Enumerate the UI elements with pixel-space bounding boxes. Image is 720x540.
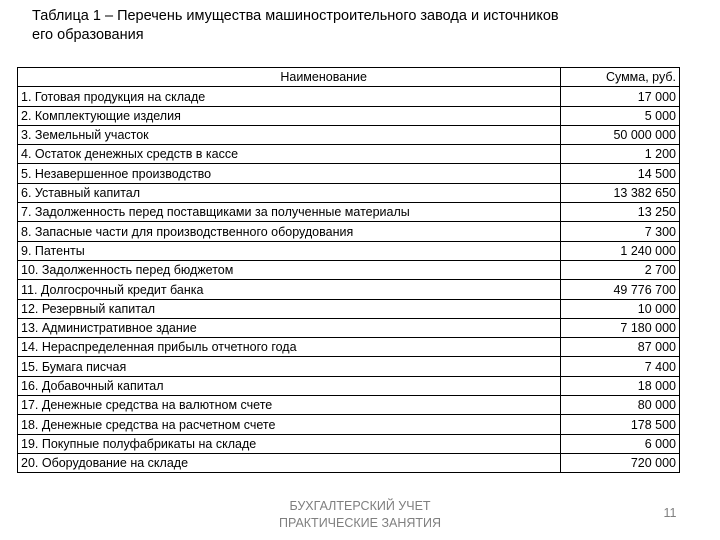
row-name: 14. Нераспределенная прибыль отчетного года	[18, 338, 561, 357]
table-row	[18, 106, 680, 125]
table-row	[18, 318, 680, 337]
property-table	[17, 67, 680, 473]
table-row	[18, 145, 680, 164]
row-sum: 5 000	[561, 106, 680, 125]
row-sum: 14 500	[561, 164, 680, 183]
header-sum: Сумма, руб.	[561, 68, 680, 87]
row-sum: 87 000	[561, 338, 680, 357]
row-name: 17. Денежные средства на валютном счете	[18, 396, 561, 415]
caption-line-1: Таблица 1 – Перечень имущества машиностроительного завода и источников	[32, 8, 559, 24]
table-row	[18, 164, 680, 183]
row-sum: 13 250	[561, 203, 680, 222]
table-row	[18, 260, 680, 279]
row-name: 6. Уставный капитал	[18, 183, 561, 202]
footer-line-1: БУХГАЛТЕРСКИЙ УЧЕТ	[289, 499, 431, 513]
table-row	[18, 415, 680, 434]
row-sum: 13 382 650	[561, 183, 680, 202]
table-header-row	[18, 68, 680, 87]
row-sum: 2 700	[561, 260, 680, 279]
row-name: 12. Резервный капитал	[18, 299, 561, 318]
table-row	[18, 241, 680, 260]
table-row	[18, 299, 680, 318]
row-sum: 1 240 000	[561, 241, 680, 260]
row-name: 5. Незавершенное производство	[18, 164, 561, 183]
row-name: 20. Оборудование на складе	[18, 453, 561, 472]
row-name: 7. Задолженность перед поставщиками за полученные материалы	[18, 203, 561, 222]
row-sum: 17 000	[561, 87, 680, 106]
row-sum: 10 000	[561, 299, 680, 318]
table-row	[18, 183, 680, 202]
row-sum: 7 400	[561, 357, 680, 376]
row-name: 15. Бумага писчая	[18, 357, 561, 376]
row-name: 4. Остаток денежных средств в кассе	[18, 145, 561, 164]
footer-course-title	[230, 498, 490, 532]
row-name: 2. Комплектующие изделия	[18, 106, 561, 125]
table-body	[18, 87, 680, 473]
table-row	[18, 396, 680, 415]
row-sum: 7 180 000	[561, 318, 680, 337]
table-row	[18, 434, 680, 453]
table-row	[18, 125, 680, 144]
row-sum: 178 500	[561, 415, 680, 434]
row-name: 3. Земельный участок	[18, 125, 561, 144]
row-sum: 49 776 700	[561, 280, 680, 299]
row-name: 13. Административное здание	[18, 318, 561, 337]
table-caption	[32, 7, 692, 45]
table-row	[18, 357, 680, 376]
row-name: 10. Задолженность перед бюджетом	[18, 260, 561, 279]
table-row	[18, 338, 680, 357]
table-row	[18, 280, 680, 299]
row-name: 11. Долгосрочный кредит банка	[18, 280, 561, 299]
row-name: 16. Добавочный капитал	[18, 376, 561, 395]
row-name: 19. Покупные полуфабрикаты на складе	[18, 434, 561, 453]
row-name: 9. Патенты	[18, 241, 561, 260]
row-sum: 6 000	[561, 434, 680, 453]
row-sum: 7 300	[561, 222, 680, 241]
table-row	[18, 376, 680, 395]
caption-line-2: его образования	[32, 27, 144, 43]
row-sum: 18 000	[561, 376, 680, 395]
table-row	[18, 453, 680, 472]
row-name: 8. Запасные части для производственного оборудования	[18, 222, 561, 241]
page-number: 11	[663, 506, 677, 520]
table-row	[18, 203, 680, 222]
table-row	[18, 87, 680, 106]
row-sum: 1 200	[561, 145, 680, 164]
footer-line-2: ПРАКТИЧЕСКИЕ ЗАНЯТИЯ	[278, 516, 442, 530]
row-name: 1. Готовая продукция на складе	[18, 87, 561, 106]
row-sum: 80 000	[561, 396, 680, 415]
row-sum: 720 000	[561, 453, 680, 472]
row-name: 18. Денежные средства на расчетном счете	[18, 415, 561, 434]
header-name: Наименование	[18, 68, 561, 87]
table-row	[18, 222, 680, 241]
row-sum: 50 000 000	[561, 125, 680, 144]
